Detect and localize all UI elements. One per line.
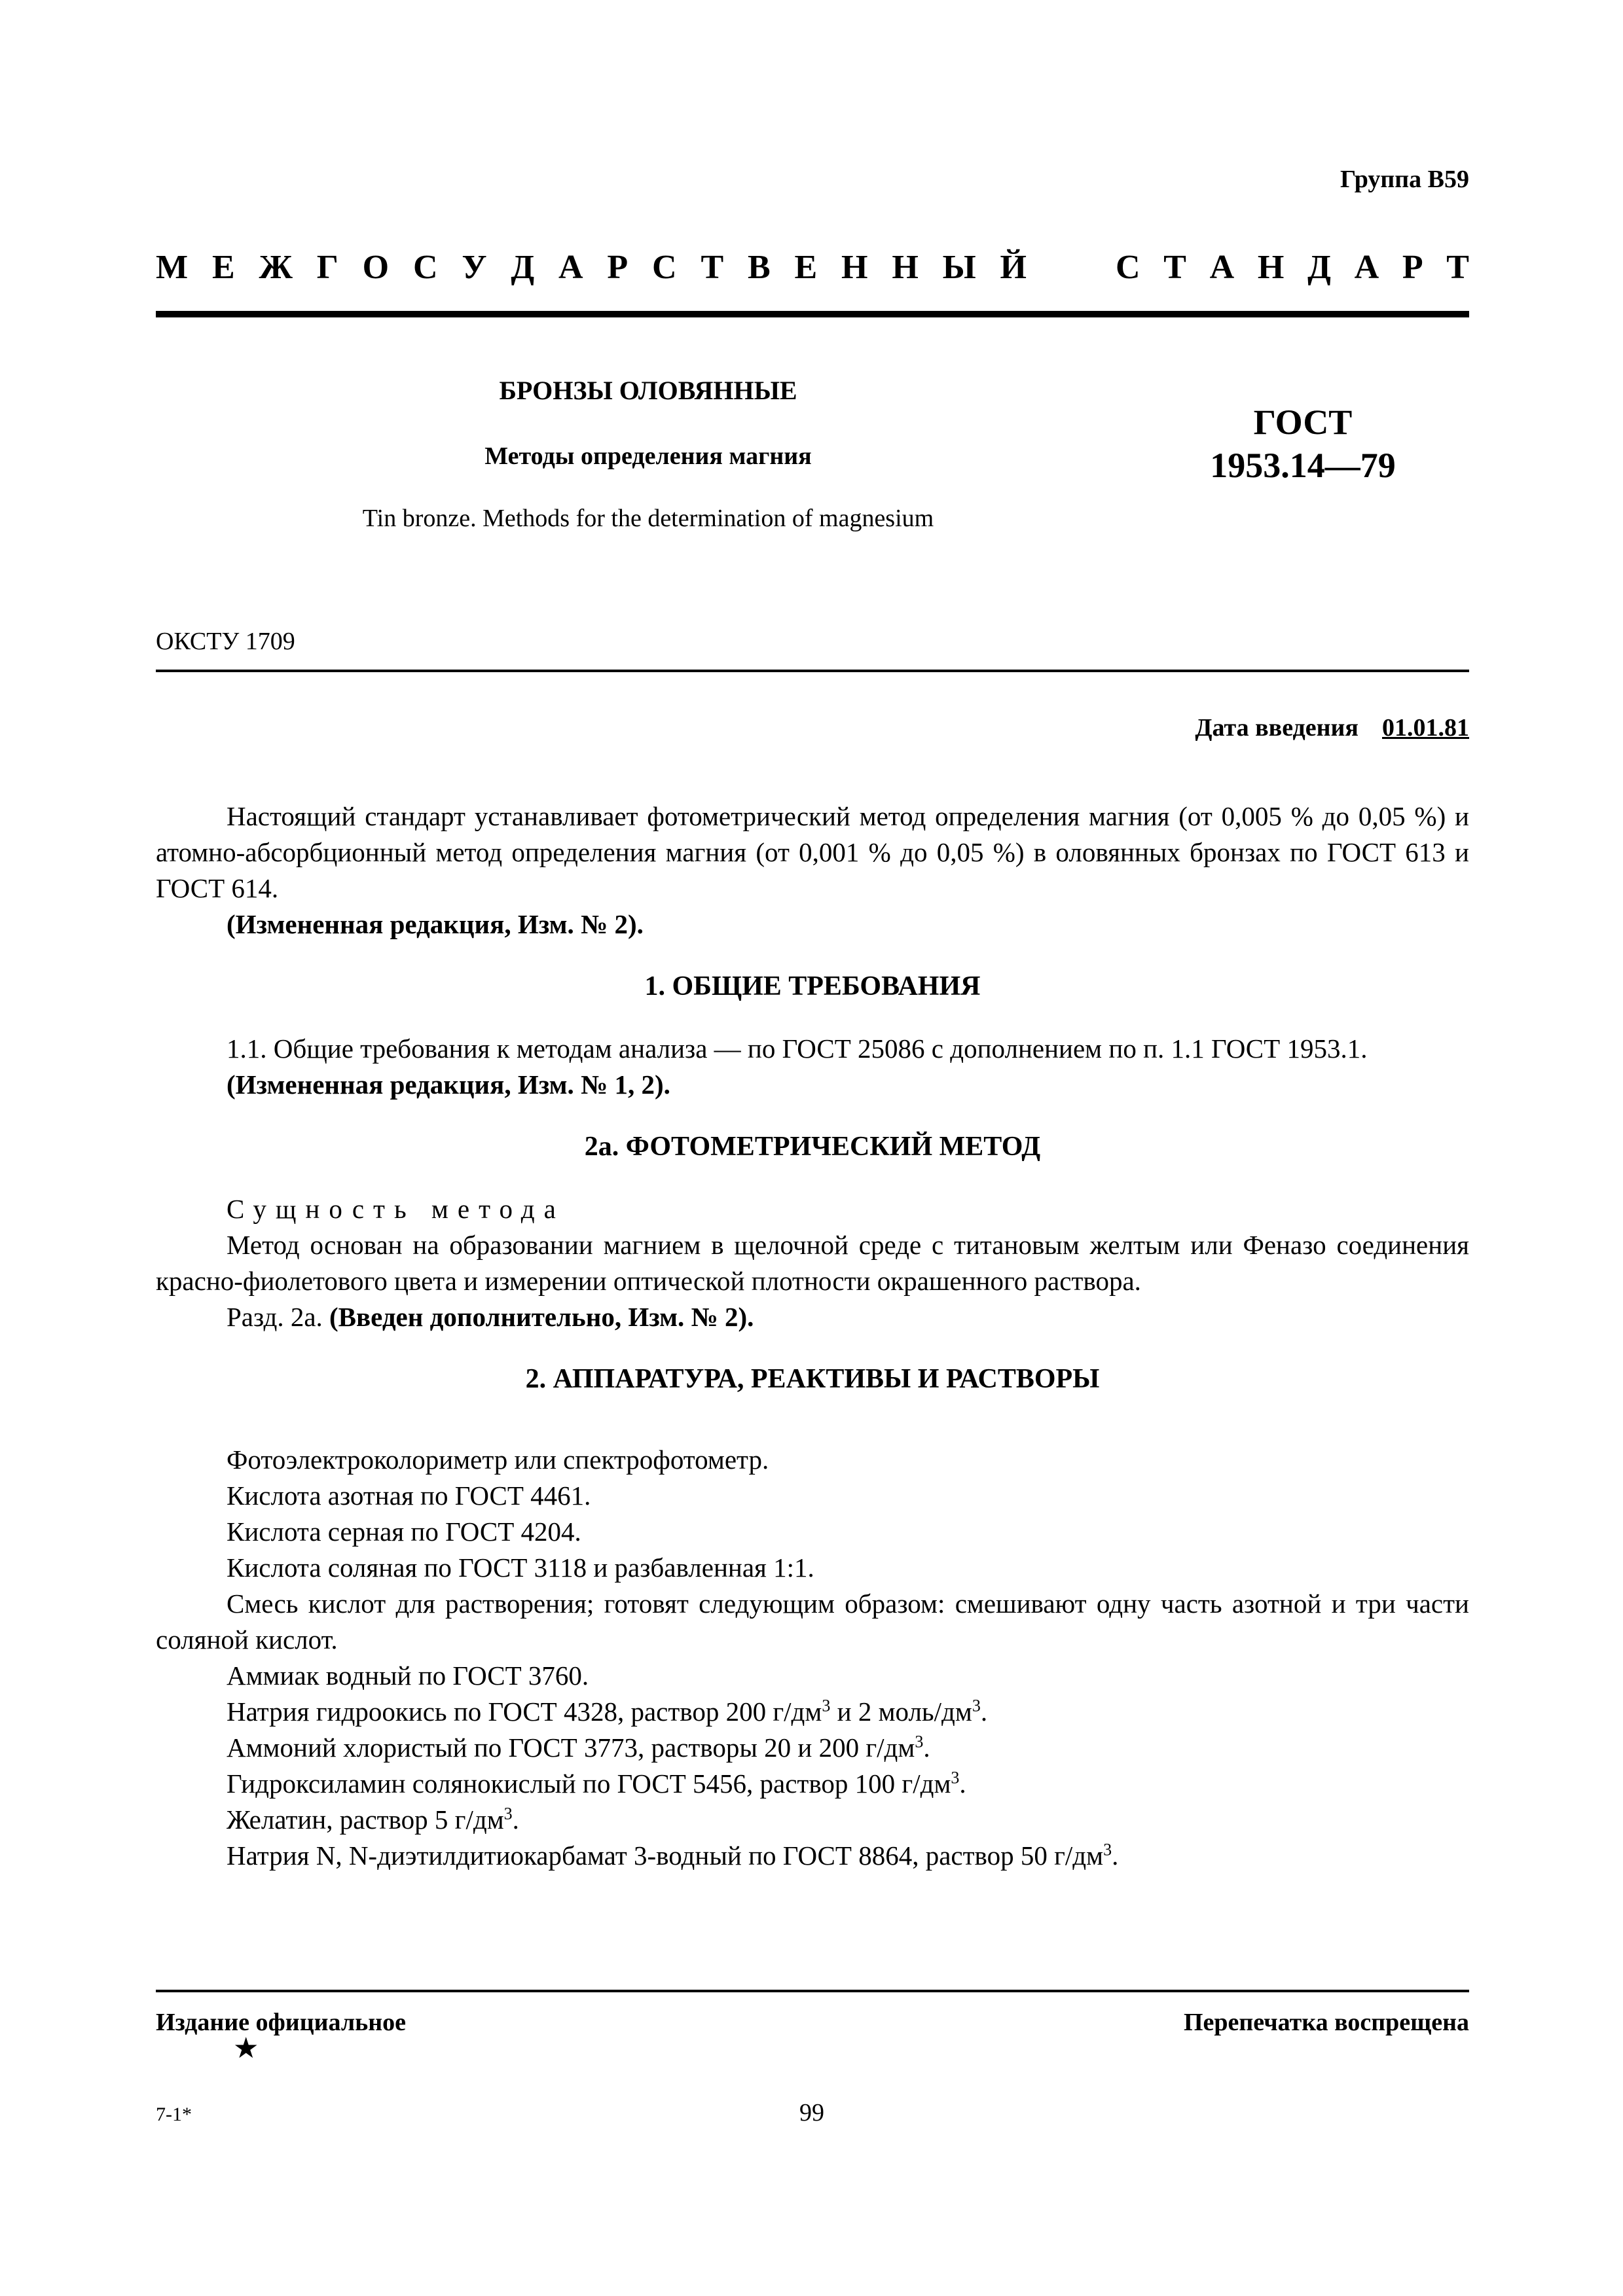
- header-letter: Н: [892, 248, 919, 286]
- section-2-heading: 2. АППАРАТУРА, РЕАКТИВЫ И РАСТВОРЫ: [525, 1364, 1100, 1394]
- method-essence-text: Метод основан на образовании магнием в щелочной среде с титановым желтым или Феназо соединения красно-фиолетового цвета и измерении оптической плотности окрашенного раствора.: [156, 1230, 1469, 1296]
- standard-word: [1116, 248, 1469, 287]
- header-letter: Д: [511, 248, 535, 286]
- document-title: БРОНЗЫ ОЛОВЯННЫЕ: [499, 376, 797, 405]
- document-title-english: Tin bronze. Methods for the determination of magnesium: [362, 505, 934, 532]
- okstu-rule: [156, 670, 1469, 672]
- okstu-code: ОКСТУ 1709: [156, 628, 295, 655]
- gost-designation: [1152, 401, 1453, 487]
- page-number: 99: [799, 2099, 824, 2126]
- group-code: Группа В59: [1340, 166, 1469, 193]
- official-edition-label: Издание официальное: [156, 2009, 407, 2036]
- header-thick-rule: [156, 311, 1469, 317]
- header-letter: С: [1116, 248, 1140, 286]
- header-letter: М: [156, 248, 189, 286]
- reagent-item: Натрия N, N-диэтилдитиокарбамат 3-водный по ГОСТ 8864, раствор 50 $г/дм^3$.: [227, 1840, 1119, 1871]
- section-1-text: 1.1. Общие требования к методам анализа — по ГОСТ 25086 с дополнением по п. 1.1 ГОСТ 1953.1.: [227, 1033, 1368, 1064]
- reprint-prohibited-label: Перепечатка воспрещена: [1183, 2009, 1469, 2036]
- interstate-word: [156, 248, 1027, 287]
- reagent-item: Кислота азотная по ГОСТ 4461.: [227, 1480, 591, 1511]
- header-letter: Т: [1446, 248, 1469, 286]
- header-letter: Г: [316, 248, 338, 286]
- header-letter: Й: [1000, 248, 1027, 286]
- header-letter: А: [558, 248, 583, 286]
- reagent-item: Фотоэлектроколориметр или спектрофотометр.: [227, 1444, 769, 1475]
- header-letter: С: [412, 248, 438, 286]
- footer-rule: [156, 1990, 1469, 1992]
- gost-number: 1953.14—79: [1210, 446, 1396, 485]
- reagent-item: Кислота серная по ГОСТ 4204.: [227, 1516, 581, 1547]
- header-letter: В: [747, 248, 771, 286]
- reagent-item: Аммоний хлористый по ГОСТ 3773, растворы 20 и 200 $г/дм^3$.: [227, 1732, 930, 1763]
- document-body: [156, 798, 1469, 1874]
- gost-label: ГОСТ: [1253, 403, 1353, 442]
- section-2a-note-text: (Введен дополнительно, Изм. № 2).: [329, 1302, 754, 1332]
- section-1-heading: 1. ОБЩИЕ ТРЕБОВАНИЯ: [644, 971, 981, 1001]
- section-2a-note: [156, 1299, 1469, 1335]
- header-letter: Р: [1402, 248, 1423, 286]
- section-1-revision-note: (Измененная редакция, Изм. № 1, 2).: [227, 1069, 670, 1100]
- header-letter: А: [1354, 248, 1379, 286]
- method-essence-label: Сущность метода: [227, 1194, 565, 1224]
- header-letter: О: [362, 248, 390, 286]
- header-letter: С: [652, 248, 677, 286]
- reagent-item: Гидроксиламин солянокислый по ГОСТ 5456, раствор 100 $г/дм^3$.: [227, 1768, 966, 1799]
- header-letter: Ж: [259, 248, 293, 286]
- section-2a-note-prefix: Разд. 2а.: [227, 1302, 323, 1332]
- intro-revision-note: (Измененная редакция, Изм. № 2).: [227, 909, 644, 939]
- header-letter: Н: [1257, 248, 1285, 286]
- reagent-item: Аммиак водный по ГОСТ 3760.: [227, 1660, 589, 1691]
- header-letter: Р: [607, 248, 629, 286]
- header-letter: Е: [794, 248, 818, 286]
- document-subtitle: Методы определения магния: [484, 442, 812, 470]
- reagent-item: Натрия гидроокись по ГОСТ 4328, раствор 200 $г/дм^3$ и 2 моль/$дм^3$.: [227, 1696, 988, 1727]
- header-letter: Н: [841, 248, 868, 286]
- print-mark: 7-1*: [156, 2104, 192, 2125]
- intro-date-value: 01.01.81: [1382, 714, 1469, 742]
- reagent-item: Кислота соляная по ГОСТ 3118 и разбавленная 1:1.: [227, 1552, 814, 1583]
- header-letter: Д: [1307, 248, 1331, 286]
- reagent-item: Желатин, раствор 5 $г/дм^3$.: [227, 1804, 519, 1835]
- header-letter: Т: [1163, 248, 1186, 286]
- interstate-standard-header: [156, 247, 1469, 287]
- header-letter: Е: [211, 248, 235, 286]
- header-letter: А: [1209, 248, 1235, 286]
- header-letter: Т: [701, 248, 724, 286]
- intro-date-label: Дата введения: [1195, 714, 1359, 742]
- header-letter: Ы: [942, 248, 976, 286]
- reagent-item: Смесь кислот для растворения; готовят следующим образом: смешивают одну часть азотной и три части соляной кислот.: [156, 1588, 1469, 1655]
- star-icon: ★: [233, 2032, 259, 2064]
- section-2a-heading: 2а. ФОТОМЕТРИЧЕСКИЙ МЕТОД: [584, 1132, 1041, 1162]
- intro-date: [1195, 713, 1469, 742]
- header-letter: У: [462, 248, 487, 286]
- intro-paragraph: Настоящий стандарт устанавливает фотометрический метод определения магния (от 0,005 % до 0,05 %) и атомно-абсорбционный метод определения магния (от 0,001 % до 0,05 %) в оловянных бронзах по ГОСТ 613 и ГОСТ 614.: [156, 801, 1469, 903]
